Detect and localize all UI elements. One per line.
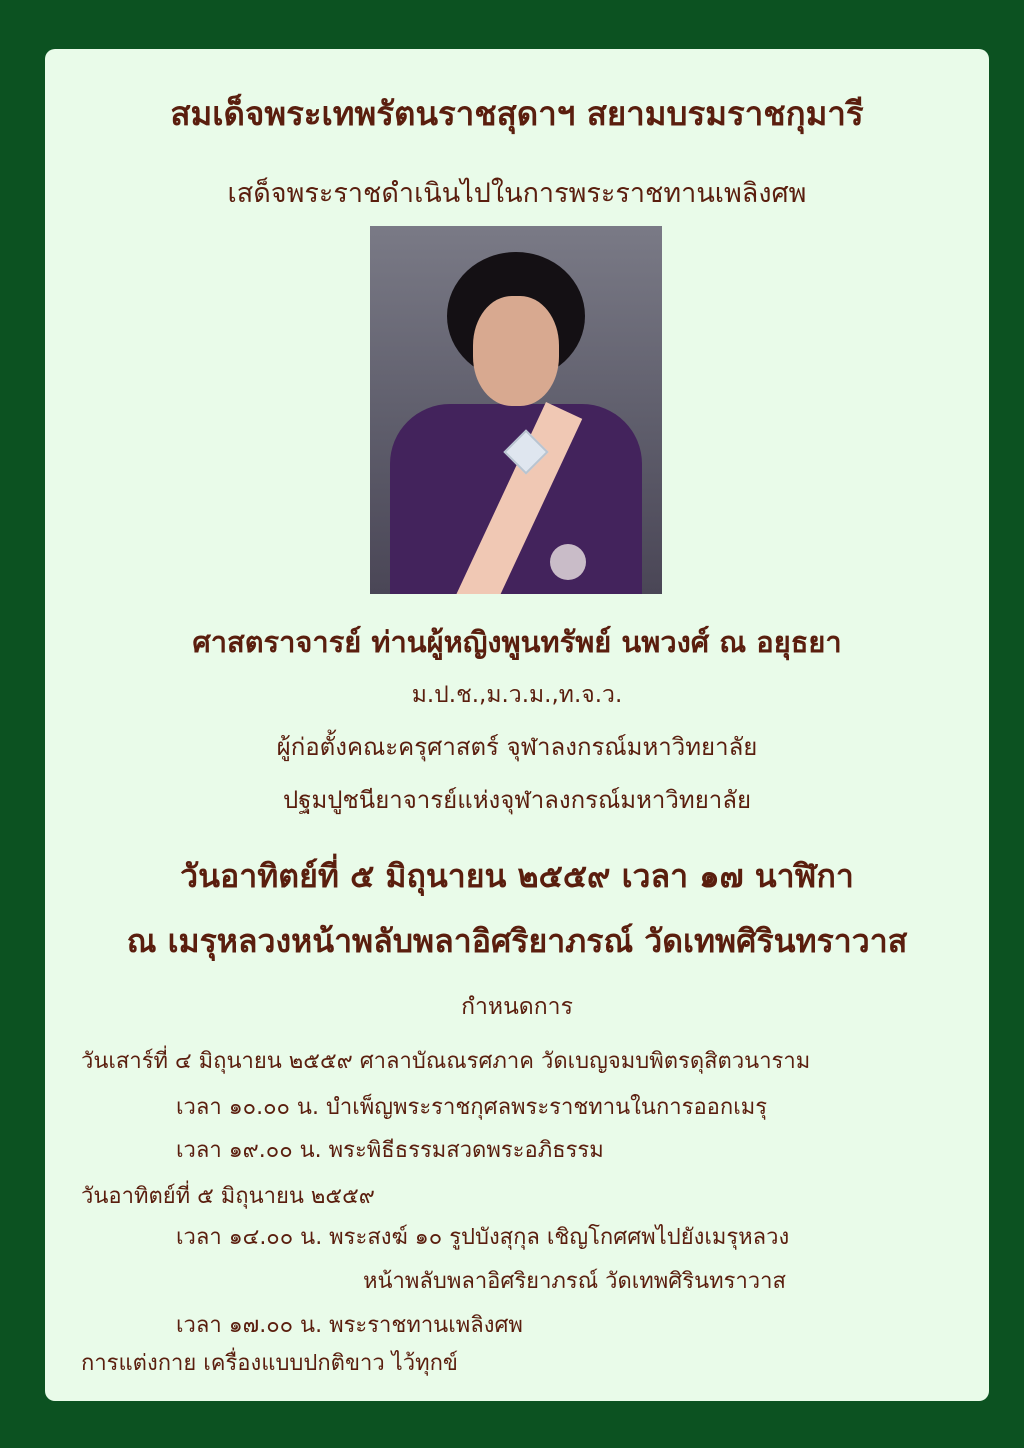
schedule-day2-item: เวลา ๑๔.๐๐ น. พระสงฆ์ ๑๐ รูปบังสุกุล เชิญโกศศพไปยังเมรุหลวง [176, 1225, 790, 1250]
portrait-face [473, 296, 559, 406]
person-name: ศาสตราจารย์ ท่านผู้หญิงพูนทรัพย์ นพวงศ์ ณ อยุธยา [192, 625, 842, 659]
schedule-day2: วันอาทิตย์ที่ ๕ มิถุนายน ๒๕๕๙ [81, 1184, 375, 1209]
schedule-day2-item-continuation: หน้าพลับพลาอิศริยาภรณ์ วัดเทพศิรินทราวาส [363, 1269, 786, 1294]
portrait-medal [550, 544, 586, 580]
page-subtitle: เสด็จพระราชดำเนินไปในการพระราชทานเพลิงศพ [227, 178, 807, 209]
announcement-card [45, 49, 989, 1401]
schedule-heading: กำหนดการ [461, 994, 573, 1020]
person-role-founder: ผู้ก่อตั้งคณะครุศาสตร์ จุฬาลงกรณ์มหาวิทยาลัย [276, 733, 758, 761]
schedule-day2-item: เวลา ๑๗.๐๐ น. พระราชทานเพลิงศพ [176, 1313, 523, 1338]
ceremony-place: ณ เมรุหลวงหน้าพลับพลาอิศริยาภรณ์ วัดเทพศิรินทราวาส [126, 922, 908, 960]
page-title: สมเด็จพระเทพรัตนราชสุดาฯ สยามบรมราชกุมารี [170, 94, 864, 133]
person-role-honorary: ปฐมปูชนียาจารย์แห่งจุฬาลงกรณ์มหาวิทยาลัย [282, 786, 752, 814]
ceremony-datetime: วันอาทิตย์ที่ ๕ มิถุนายน ๒๕๕๙ เวลา ๑๗ นาฬิกา [180, 857, 854, 895]
schedule-day1-item: เวลา ๑๐.๐๐ น. บำเพ็ญพระราชกุศลพระราชทานในการออกเมรุ [176, 1095, 768, 1120]
portrait-photo [370, 226, 662, 594]
schedule-day1: วันเสาร์ที่ ๔ มิถุนายน ๒๕๕๙ ศาลาบัณณรศภาค วัดเบญจมบพิตรดุสิตวนาราม [81, 1049, 811, 1074]
person-decorations: ม.ป.ช.,ม.ว.ม.,ท.จ.ว. [411, 682, 623, 708]
schedule-day1-item: เวลา ๑๙.๐๐ น. พระพิธีธรรมสวดพระอภิธรรม [176, 1138, 604, 1163]
dress-code: การแต่งกาย เครื่องแบบปกติขาว ไว้ทุกข์ [81, 1351, 458, 1376]
